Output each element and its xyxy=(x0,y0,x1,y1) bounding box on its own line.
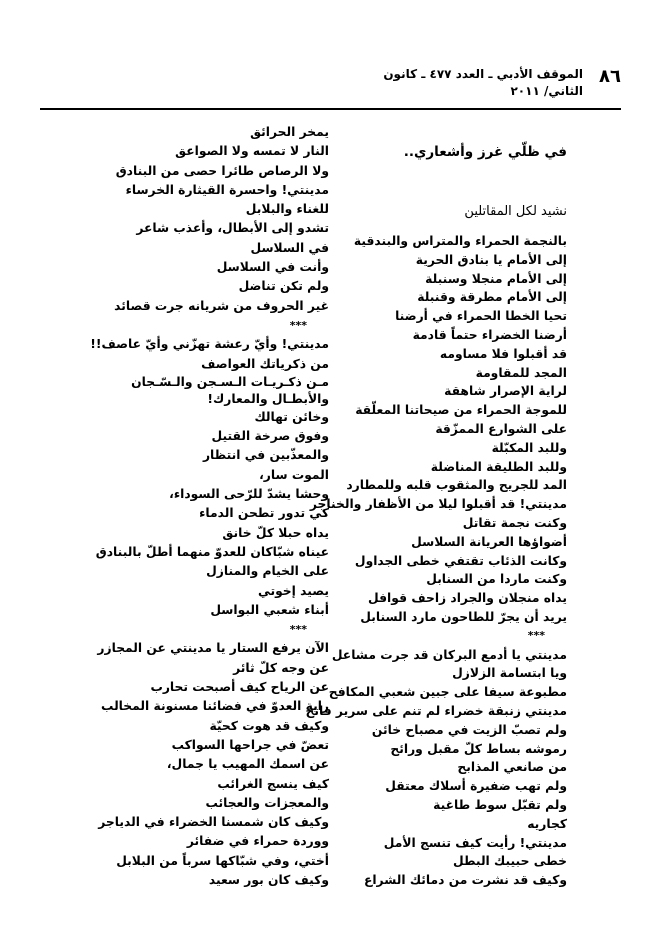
stanza-separator: *** xyxy=(289,623,307,637)
verse-line: على الخيام والمنازل xyxy=(206,564,329,579)
verse-line: مدينتي! رأيت كيف تنسج الأمل xyxy=(383,835,567,850)
verse-line: تشدو إلى الأبطال، وأعذب شاعر xyxy=(136,221,329,236)
verse-line: وكيف قد نشرت من دمائك الشراع xyxy=(363,873,567,888)
verse-line: غير الحروف من شريانه جرت قصائد xyxy=(114,298,329,313)
page-header xyxy=(40,64,621,102)
verse-line: بالنجمة الحمراء والمتراس والبندقية xyxy=(353,234,567,248)
verse-line: عن الرياح كيف أصبحت تحارب xyxy=(150,680,329,695)
verse-line: يمخر الحرائق xyxy=(250,125,329,139)
verse-line: ولم تقبّل سوط طاغية xyxy=(433,797,567,812)
verse-line: ولم تصبّ الزيت في مصباح خائن xyxy=(371,722,567,737)
verse-line: كيف ينسج الغرائب xyxy=(217,776,329,791)
stanza-separator: *** xyxy=(527,628,545,642)
verse-line: النار لا تمسه ولا الصواعق xyxy=(175,144,329,159)
verse-line: المد للجريح والمثقوب قلبه وللمطارد xyxy=(346,478,567,493)
poem-subtitle: نشيد لكل المقاتلين xyxy=(464,204,567,219)
verse-line: المجد للمقاومة xyxy=(475,365,567,380)
verse-line: إلى الأمام مطرقة وقنبلة xyxy=(417,290,567,305)
verse-line: تحيا الخطا الحمراء في أرضنا xyxy=(395,309,567,324)
verse-line: ولم تهب ضفيرة أسلاك معتقل xyxy=(385,779,567,794)
verse-line: مدينتي! قد أقبلوا ليلا من الأظفار والخناجر xyxy=(309,497,567,512)
verse-line: مدينتي يا أدمع البركان قد جرت مشاعل xyxy=(331,647,567,662)
poem-title: في ظلّي غرز وأشعاري.. xyxy=(403,144,567,160)
verse-line: لراية الإصرار شاهقة xyxy=(444,384,567,399)
verse-line: وخائن تهالك xyxy=(254,409,329,424)
verse-line: ويا ابتسامة الزلازل xyxy=(452,666,567,681)
verse-line: وكيف كان شمسنا الخضراء في الدياجر xyxy=(98,815,329,830)
verse-line: مدينتي! واحسرة القيثارة الخرساء xyxy=(125,182,329,197)
verse-line: من ذكرياتك العواصف xyxy=(201,356,329,371)
left-column-verses xyxy=(90,123,329,890)
verse-line: يريد أن يجرّ للطاحون مارد السنابل xyxy=(360,609,567,624)
verse-line: ولا الرصاص طائرا حصى من البنادق xyxy=(115,163,329,178)
verse-line: وللبد المكبّلة xyxy=(491,440,567,455)
verse-line: مطبوعة سيفا على جبين شعبي المكافح xyxy=(328,685,567,700)
verse-line: والمعذّبين في انتظار xyxy=(202,448,329,463)
verse-line: والمعجزات والعجائب xyxy=(205,795,329,810)
verse-line: كي تدور تطحن الدماء xyxy=(199,506,329,521)
verse-line: وكانت الذئاب تقتفي خطى الجداول xyxy=(354,553,567,568)
verse-line: أرضنا الخضراء حتماً قادمة xyxy=(412,327,567,342)
stanza-separator: *** xyxy=(289,318,307,332)
verse-line: عن اسمك المهيب يا جمال، xyxy=(166,757,329,772)
verse-line: إلى الأمام منجلا وسنبلة xyxy=(425,271,567,286)
verse-line: تعضّ في جراحها السواكب xyxy=(171,737,329,752)
verse-line: ولم تكن تناضل xyxy=(238,279,329,294)
verse-line: مدينتي! وأيّ رعشة تهزّني وأيّ عاصف!! xyxy=(90,337,329,352)
verse-line: كجاريه xyxy=(527,816,567,831)
verse-line: من صانعي المذابح xyxy=(457,760,567,775)
verse-line: رموشه بساط كلّ مقبل ورائح xyxy=(390,741,567,756)
verse-line: وحشا يشدّ للرّحى السوداء، xyxy=(169,487,329,502)
verse-line: عن وجه كلّ ثائر xyxy=(233,660,329,675)
header-divider xyxy=(40,108,621,110)
verse-line: قد أقبلوا فلا مساومه xyxy=(439,346,567,361)
verse-line: خطى حبيبك البطل xyxy=(452,854,567,869)
verse-line: يداه حبلا كلّ خانق xyxy=(222,525,329,540)
verse-line: على الشوارع الممزّقة xyxy=(435,421,567,436)
verse-line: الموت سار، xyxy=(259,467,329,482)
verse-line: أبناء شعبي البواسل xyxy=(210,602,329,617)
verse-line: يصيد إخوتي xyxy=(258,583,329,598)
verse-line: مدينتي زنبقة خضراء لم تنم على سرير فاتح xyxy=(305,703,567,718)
verse-line: للموجة الحمراء من صيحاتنا المعلّقة xyxy=(355,403,567,418)
verse-line: أضواؤها العريانة السلاسل xyxy=(411,534,567,549)
verse-line: وأنت في السلاسل xyxy=(216,260,329,275)
verse-line: أختي، وفي شبّاكها سرباً من البلابل xyxy=(116,853,329,868)
verse-line: إلى الأمام يا بنادق الحرية xyxy=(415,252,567,267)
verse-line: وكنت نجمة تقاتل xyxy=(462,515,567,530)
verse-line: وكيف قد هوت كحيّة xyxy=(209,718,329,733)
verse-line: يداه منجلان والجراد زاحف قوافل xyxy=(368,591,567,606)
verse-line: الآن يرفع الستار يا مدينتي عن المجازر xyxy=(97,641,329,656)
verse-line: وكنت ماردا من السنابل xyxy=(426,572,567,587)
verse-line: راية العدوّ في فضائنا مسنونة المخالب xyxy=(101,699,329,714)
verse-line: وفوق صرخة القتيل xyxy=(211,429,329,444)
verse-line: في السلاسل xyxy=(250,240,329,255)
page-number: ٨٦ xyxy=(599,66,621,87)
verse-line: مـن ذكـريـات الـسـجن والـسّـجان والأبطـال والمعارك! xyxy=(131,374,329,406)
right-column-verses xyxy=(305,232,567,890)
journal-header-title: الموقف الأدبي ـ العدد ٤٧٧ ـ كانون الثاني/ ٢٠١١ xyxy=(383,67,583,98)
verse-line: وللبد الطليقة المناضلة xyxy=(430,459,567,474)
verse-line: وكيف كان بور سعيد xyxy=(208,872,329,887)
verse-line: ووردة حمراء في ضفائر xyxy=(186,834,329,849)
verse-line: عيناه شبّاكان للعدوّ منهما أطلّ بالبنادق xyxy=(95,544,329,559)
verse-line: للغناء والبلابل xyxy=(245,202,329,217)
